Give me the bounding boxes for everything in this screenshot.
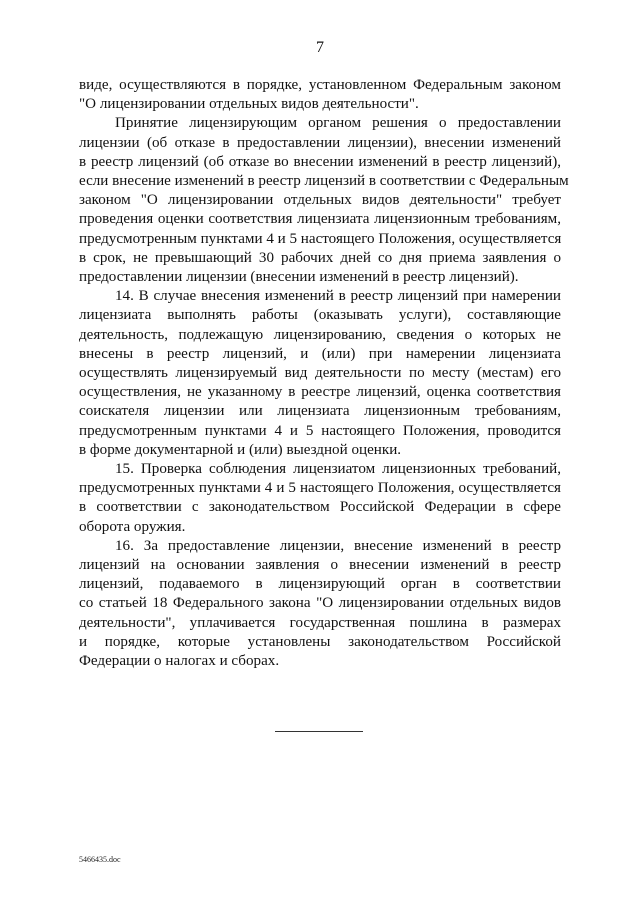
text-line: деятельность, подлежащую лицензированию, сведения о которых не [79, 326, 561, 343]
document-body [79, 76, 569, 671]
text-line: проведения оценки соответствия лицензиата лицензионным требованиям, [79, 211, 561, 228]
text-line: и порядке, которые установлены законодательством Российской [79, 633, 561, 650]
footer-filename: 5466435.doc [79, 855, 121, 864]
text-line: соискателя лицензии или лицензиата лицензионным требованиям, [79, 403, 561, 420]
text-line: в форме документарной и (или) выездной оценки. [79, 441, 402, 458]
text-line: предоставлении лицензии (внесении изменений в реестр лицензий). [79, 269, 519, 286]
text-line: 15. Проверка соблюдения лицензиатом лицензионных требований, [115, 461, 561, 478]
paragraph-decision-timing [79, 114, 569, 287]
text-line: в реестр лицензий (об отказе во внесении изменений в реестр лицензий), [79, 153, 561, 170]
text-line: в соответствии с законодательством Российской Федерации в сфере [79, 499, 561, 516]
text-line: в срок, не превышающий 30 рабочих дней со дня приема заявления о [79, 249, 561, 266]
text-line: деятельности", уплачивается государственная пошлина в размерах [79, 614, 561, 631]
text-line: внесены в реестр лицензий, и (или) при намерении лицензиата [79, 345, 561, 362]
paragraph-continuation [79, 76, 561, 114]
text-line: предусмотренным пунктами 4 и 5 настоящего Положения, проводится [79, 422, 561, 439]
text-line: предусмотренных пунктами 4 и 5 настоящего Положения, осуществляется [79, 480, 561, 497]
text-line: осуществления, не указанному в реестре лицензий, оценка соответствия [79, 384, 561, 401]
text-line: 14. В случае внесения изменений в реестр лицензий при намерении [115, 288, 561, 305]
text-line: "О лицензировании отдельных видов деятельности". [79, 96, 419, 113]
paragraph-item-15 [79, 460, 561, 537]
text-line: если внесение изменений в реестр лицензий в соответствии с Федеральным [79, 173, 569, 190]
paragraph-item-16 [79, 537, 561, 671]
text-line: 16. За предоставление лицензии, внесение изменений в реестр [115, 537, 561, 554]
text-line: оборота оружия. [79, 518, 186, 535]
page-number: 7 [316, 39, 324, 56]
end-divider [275, 731, 363, 732]
text-line: виде, осуществляются в порядке, установленном Федеральным законом [79, 77, 561, 93]
text-line: законом "О лицензировании отдельных видов деятельности" требует [79, 192, 561, 209]
text-line: лицензий на основании заявления о внесении изменений в реестр [79, 557, 561, 574]
text-line: предусмотренным пунктами 4 и 5 настоящего Положения, осуществляется [79, 230, 562, 247]
text-line: лицензий, подаваемого в лицензирующий орган в соответствии [79, 576, 561, 593]
text-line: лицензиата выполнять работы (оказывать услуги), составляющие [79, 307, 561, 324]
text-line: Федерации о налогах и сборах. [79, 653, 280, 670]
paragraph-item-14 [79, 287, 561, 460]
text-line: Принятие лицензирующим органом решения о предоставлении [115, 115, 561, 132]
text-line: со статьей 18 Федерального закона "О лицензировании отдельных видов [79, 595, 561, 612]
text-line: лицензии (об отказе в предоставлении лицензии), внесении изменений [79, 134, 561, 151]
text-line: осуществлять лицензируемый вид деятельности по месту (местам) его [79, 365, 561, 382]
